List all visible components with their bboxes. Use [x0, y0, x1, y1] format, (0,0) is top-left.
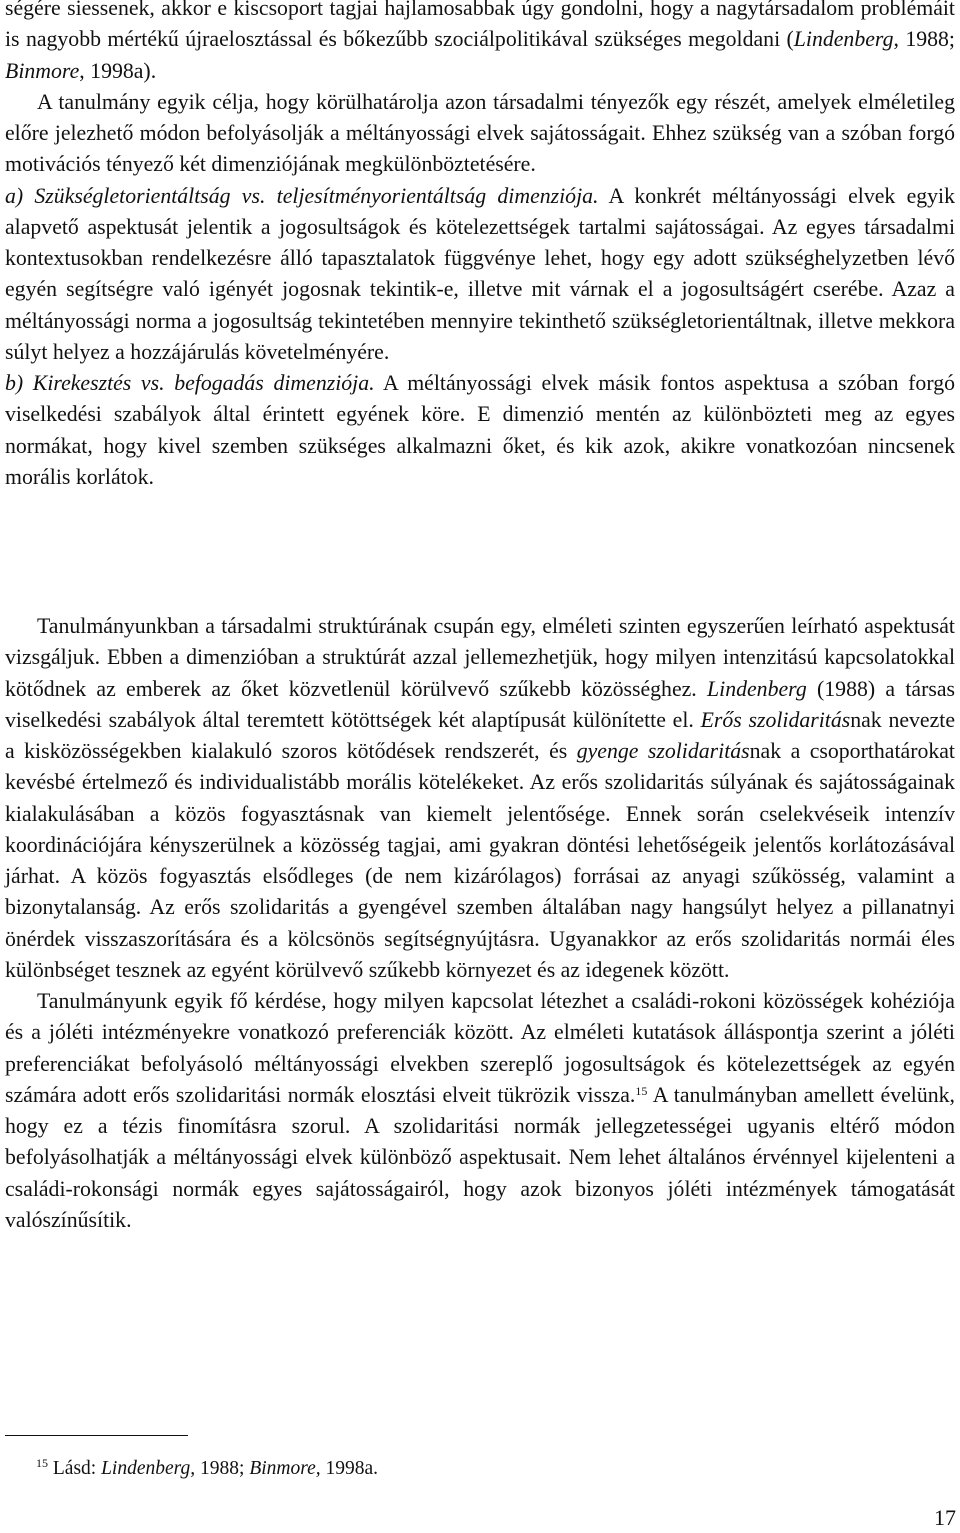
text-run: A méltányossági elvek másik fontos aspektusa a szóban forgó viselkedési szabályok által érintett egyének köre. E dimenzió mentén az különbözteti meg az egyes normákat, hogy kivel szemben szükséges alkalmazni őket, és kik azok, akikre vonatkozóan nincsenek morális korlátok.	[5, 371, 955, 489]
footnote-15	[36, 1456, 936, 1482]
footnote-lead: Lásd:	[52, 1458, 102, 1479]
text-run: A tanulmány egyik célja, hogy körülhatárolja azon társadalmi tényezők egy részét, amelyek elméletileg előre jelezhető módon befolyásolják a méltányossági elvek sajátosságait. Ehhez szükség van a szóban forgó motivációs tényező két dimenziójának megkülönböztetésére.	[5, 89, 955, 177]
italic-run: Lindenberg	[707, 676, 807, 701]
italic-run: Binmore	[5, 58, 80, 83]
body-text-upper	[5, 0, 955, 493]
paragraph-6	[5, 986, 955, 1236]
italic-run: Lindenberg	[793, 27, 894, 52]
italic-run: b) Kirekesztés vs. befogadás dimenziója.	[5, 371, 375, 395]
italic-run: gyenge szolidaritás	[576, 739, 750, 763]
paragraph-6-text-before: Tanulmányunk egyik fő kérdése, hogy milyen kapcsolat létezhet a családi-rokoni közösségek kohéziója és a jóléti intézményekre vonatkozó preferenciák között. Az elméleti kutatások álláspontja szerint a jóléti preferenciákat befolyásoló méltányossági elvekben szereplő jogosultságok és kötelezettségek az egyén számára adott erős szolidaritási normák elosztási elveit tükrözik vissza.	[5, 989, 955, 1107]
text-run: A konkrét méltányossági elvek egyik alapvető aspektusát jelentik a jogosultságok és kötelezettségek tartalmi sajátosságai. Az egyes társadalmi kontextusokban rendelkezésre álló tapasztalatok függvénye lehet, hogy egy adott szükséghelyzetben lévő egyén segítségre való igényét jogosnak tekintik-e, illetve mit várnak el a jogosultságért cserébe. Azaz a méltányossági norma a jogosultság tekintetében mennyire tekinthető szükségletorientáltnak, illetve mekkora súlyt helyez a hozzájárulás követelményére.	[5, 183, 955, 364]
text-run: ségére siessenek, akkor e kiscsoport tagjai hajlamosabbak úgy gondolni, hogy a nagytársadalom problémáit is nagyobb mértékű újraelosztással és bőkezűbb szociálpolitikával szükséges megoldani (	[5, 0, 955, 52]
paragraph-1	[5, 0, 955, 87]
text-run: (1988) a társas viselkedési szabályok által teremtett kötöttségek két alaptípusát különítette el.	[5, 676, 955, 732]
text-run: nak a csoporthatárokat kevésbé értelmező és individualistább morális kötelékeket. Az erős szolidaritás súlyának és sajátosságainak kialakulásában a közös fogyasztásnak van kiemelt jelentősége. Ennek során cselekvéseik intenzív koordinációjára kényszerülnek a közösség tagjai, ami gyakran döntési lehetőségeik jelentős korlátozásával járhat. A közös fogyasztás elsődleges (de nem kizárólagos) forrásai az anyagi szűkösség, valamint a bizonytalanság. Az erős szolidaritás a gyengével szemben általában nagy hangsúlyt helyez a pillanatnyi önérdek visszaszorítására és a kölcsönös segítségnyújtásra. Ugyanakkor az erős szolidaritás normái éles különbséget tesznek az egyént körülvevő szűkebb környezet és az idegenek között.	[5, 739, 955, 982]
paragraph-2	[5, 87, 955, 181]
footnote-author-1: Lindenberg,	[101, 1458, 196, 1479]
footnote-author-2: Binmore,	[249, 1458, 321, 1479]
paragraph-5	[5, 611, 955, 986]
footnote-separator	[5, 1435, 188, 1436]
italic-run: Erős szolidaritás	[700, 707, 851, 732]
text-run: , 1988;	[893, 27, 955, 52]
footnote-reference-15[interactable]: 15	[635, 1083, 648, 1098]
page-number: 17	[934, 1505, 956, 1530]
text-run: , 1998a).	[79, 58, 157, 83]
paragraph-6-text-after: A tanulmányban amellett évelünk, hogy ez a tézis finomításra szorul. A szolidaritási normák jellegzetességei ugyanis eltérő módon befolyásolhatják a méltányossági elvek különböző aspektusait. Nem lehet általános érvénnyel kijelenteni a családi-rokonsági normák egyes sajátosságairól, hogy azok bizonyos jóléti intézmények támogatását valószínűsítik.	[5, 1082, 955, 1232]
footnote-mid: 1988;	[195, 1458, 250, 1479]
paragraph-3-dimension-a	[5, 181, 955, 369]
footnote-marker: 15	[36, 1456, 48, 1470]
paragraph-4-dimension-b	[5, 368, 955, 493]
text-run: nak nevezte a kisközösségekben kialakuló szoros kötődések rendszerét, és	[5, 707, 955, 763]
text-run: Tanulmányunkban a társadalmi struktúrának csupán egy, elméleti szinten egyszerűen leírható aspektusát vizsgáljuk. Ebben a dimenzióban a struktúrát azzal jellemezhetjük, hogy milyen intenzitású kapcsolatokkal kötődnek az emberek az őket közvetlenül körülvevő szűkebb közösséghez.	[5, 614, 955, 701]
footnote-tail: 1998a.	[320, 1458, 379, 1479]
italic-run: a) Szükségletorientáltság vs. teljesítményorientáltság dimenziója.	[5, 183, 599, 208]
body-text-lower	[5, 611, 955, 1236]
